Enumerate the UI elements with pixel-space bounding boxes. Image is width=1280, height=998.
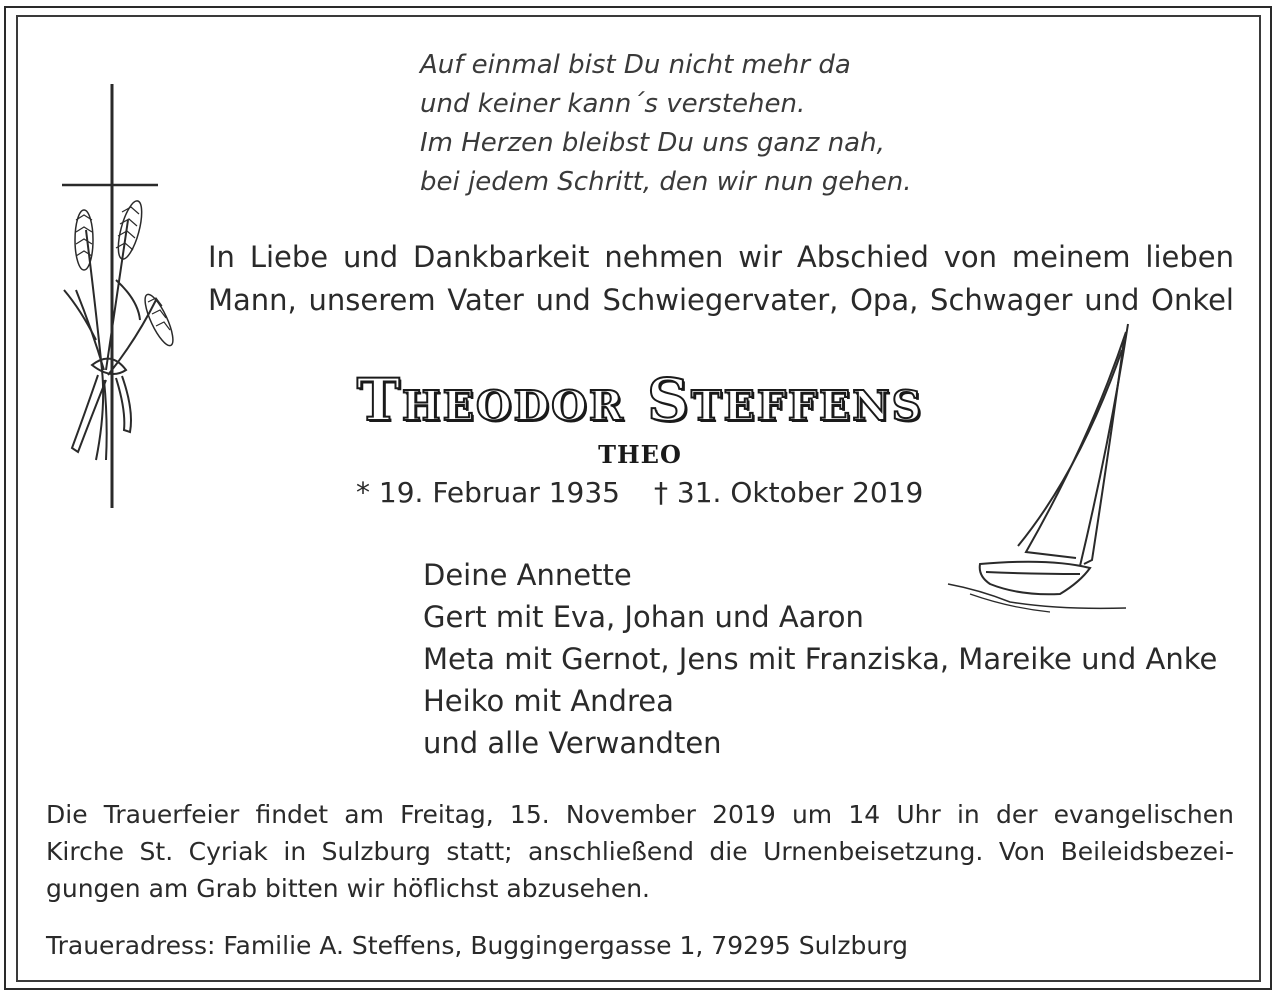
mourner-entry: Heiko mit Andrea (423, 684, 674, 718)
poem-line: Im Herzen bleibst Du uns ganz nah, (420, 128, 885, 158)
intro-line: Mann, unserem Vater und Schwiegervater, Opa, Schwager und Onkel (208, 283, 1234, 317)
service-line: gungen am Grab bitten wir höflichst abzusehen. (46, 874, 650, 903)
mourner-entry: und alle Verwandten (423, 726, 722, 760)
mourner-entry: Gert mit Eva, Johan und Aaron (423, 600, 864, 634)
poem (420, 46, 912, 202)
intro-line: In Liebe und Dankbarkeit nehmen wir Abschied von meinem lieben (208, 240, 1234, 274)
mourning-address: Traueradress: Familie A. Steffens, Buggingergasse 1, 79295 Sulzburg (46, 931, 908, 960)
poem-line: und keiner kann´s verstehen. (420, 89, 806, 119)
service-line: Die Trauerfeier findet am Freitag, 15. November 2019 um 14 Uhr in der evangelischen (46, 800, 1234, 829)
mourner-entry: Deine Annette (423, 558, 632, 592)
cross-with-wheat-icon (56, 80, 186, 510)
poem-line: Auf einmal bist Du nicht mehr da (420, 50, 851, 80)
intro-text (208, 236, 1234, 322)
mourner-entry: Meta mit Gernot, Jens mit Franziska, Mareike und Anke (423, 642, 1218, 676)
birth-date: * 19. Februar 1935 (356, 476, 620, 509)
service-line: Kirche St. Cyriak in Sulzburg statt; anschließend die Urnenbeisetzung. Von Beileidsbezei- (46, 837, 1234, 866)
poem-line: bei jedem Schritt, den wir nun gehen. (420, 167, 912, 197)
death-date: † 31. Oktober 2019 (654, 476, 924, 509)
deceased-name: Theodor Steffens (356, 366, 924, 434)
life-dates (356, 476, 923, 509)
service-info (46, 796, 1234, 907)
mourners-list (423, 554, 1217, 764)
deceased-nickname: THEO (598, 440, 682, 469)
